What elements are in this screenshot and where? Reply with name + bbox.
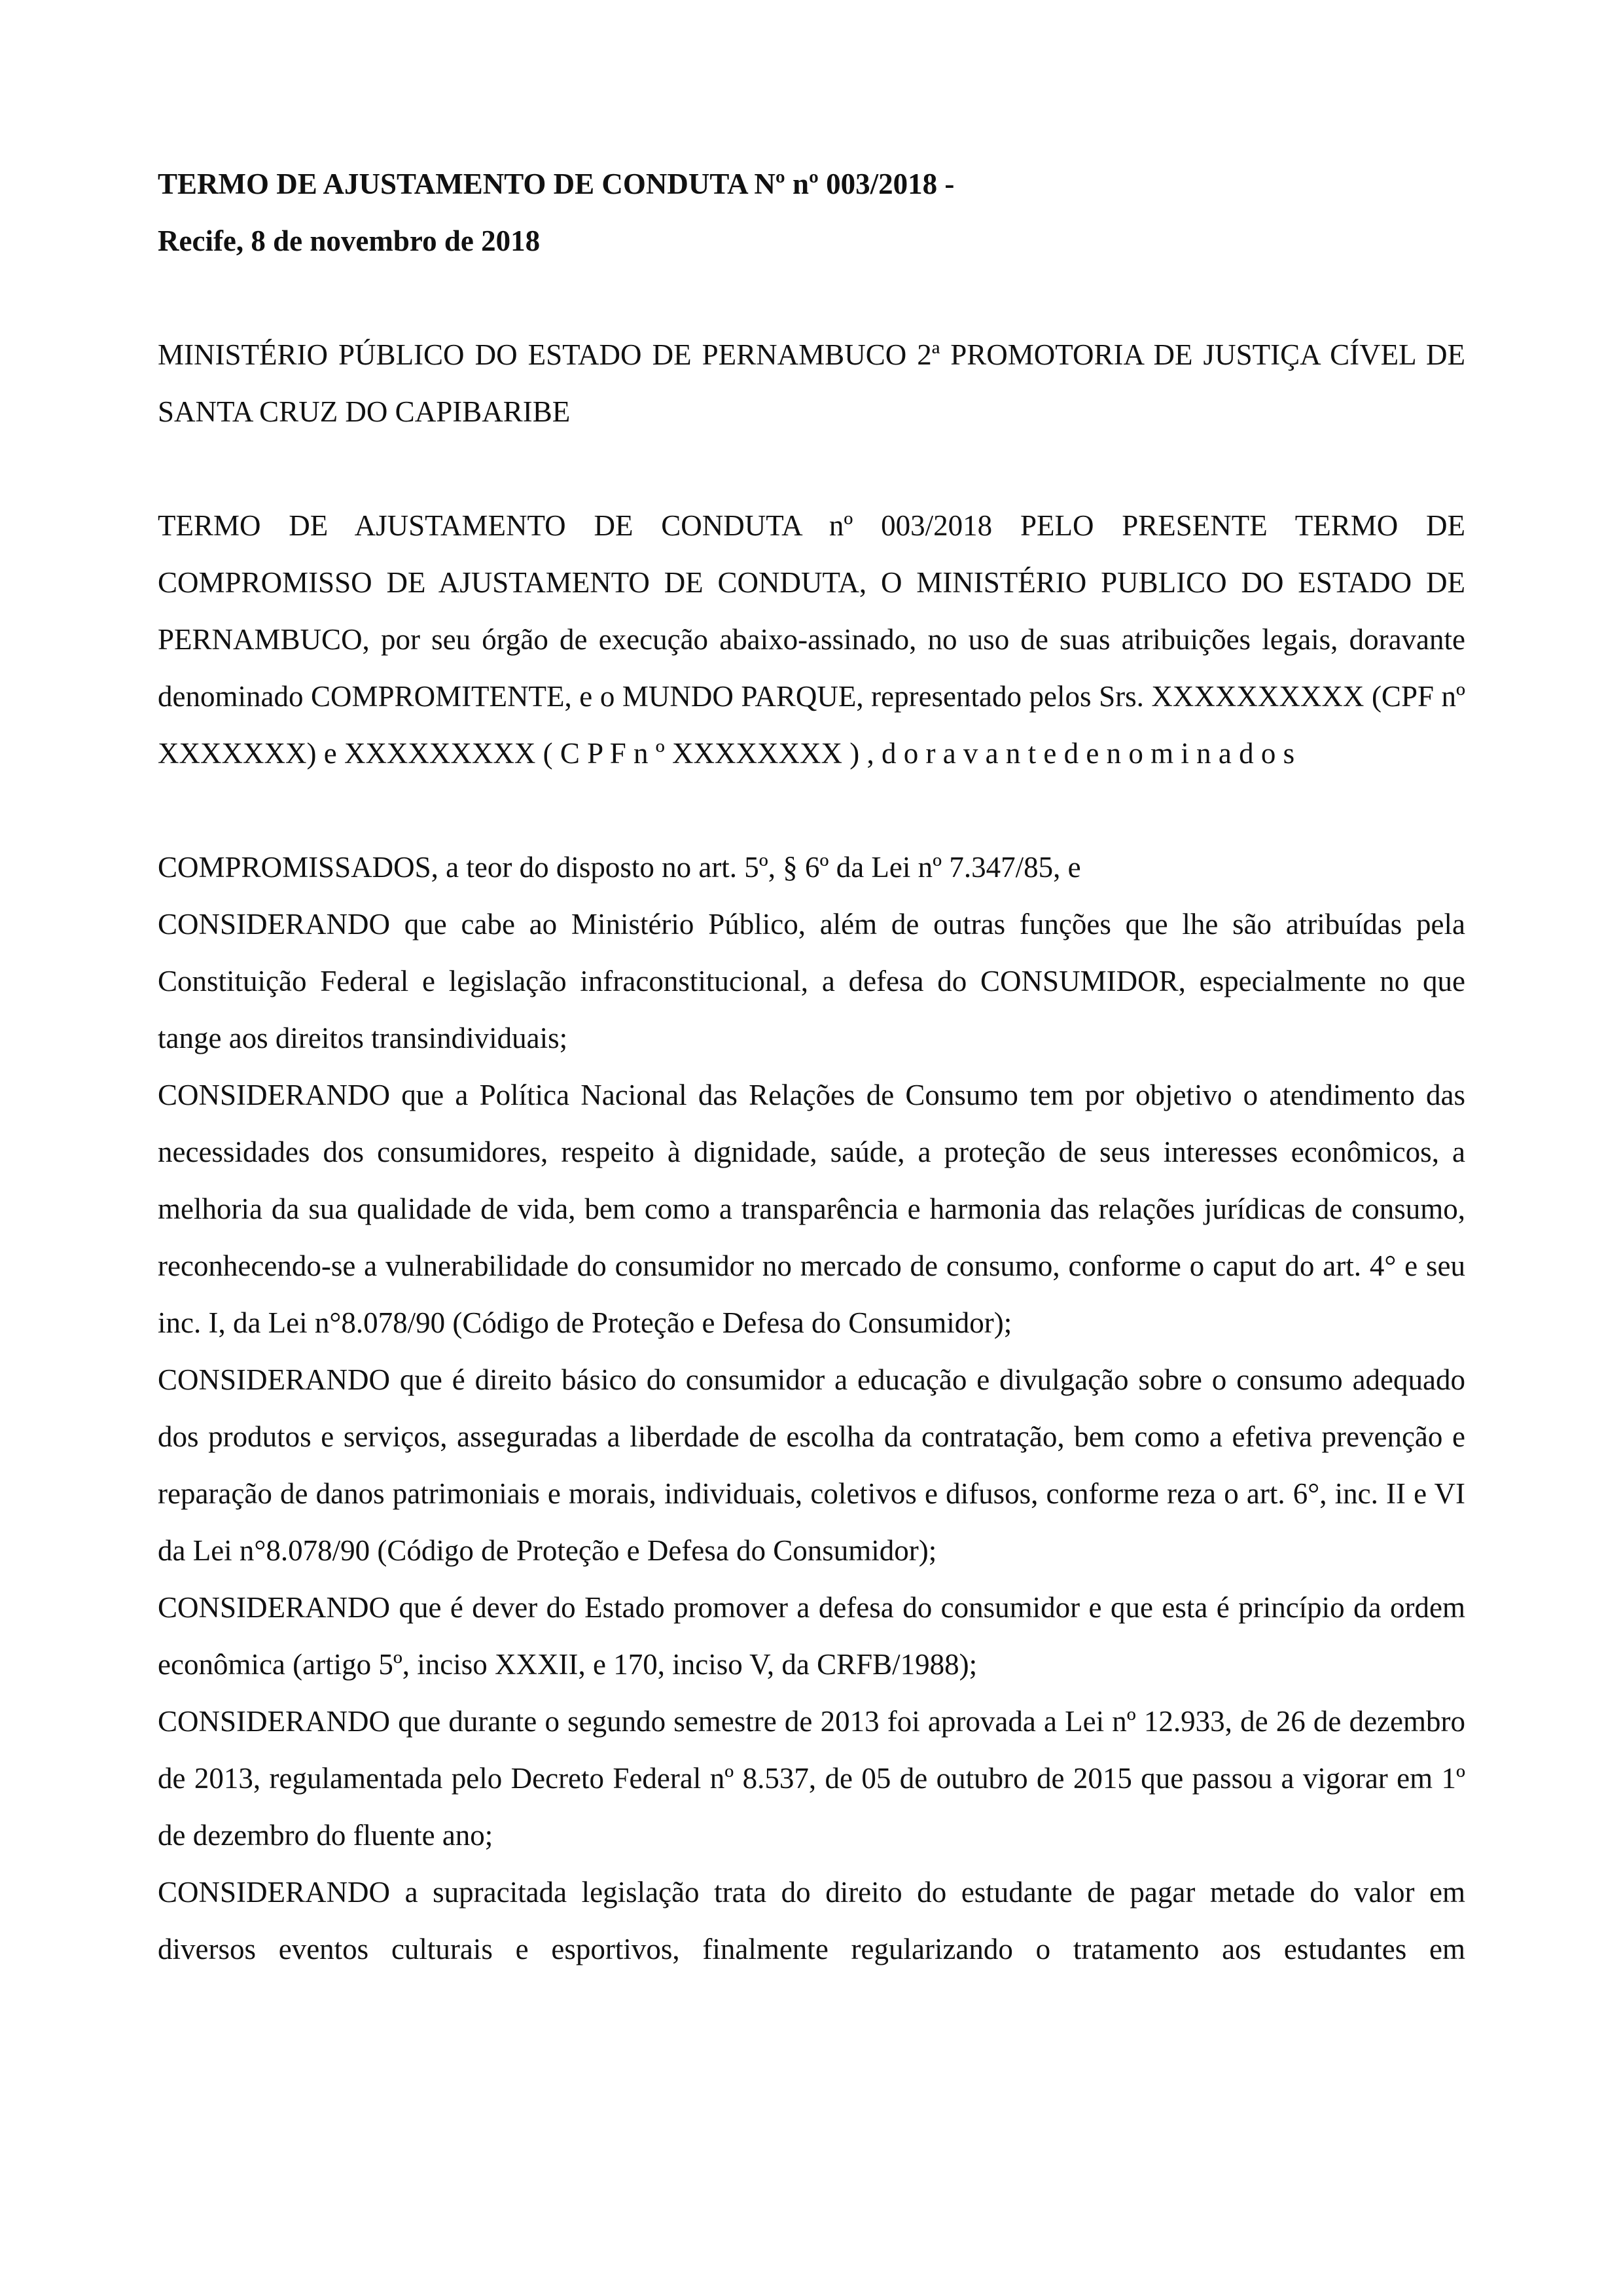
considerando-paragraph: CONSIDERANDO que a Política Nacional das Relações de Consumo tem por objetivo o atendimento das necessidades dos consumidores, respeito à dignidade, saúde, a proteção de seus interesses econômicos, a melhoria da sua qualidade de vida, bem como a transparência e harmonia das relações jurídicas de consumo, reconhecendo-se a vulnerabilidade do consumidor no mercado de consumo, conforme o caput do art. 4° e seu inc. I, da Lei n°8.078/90 (Código de Proteção e Defesa do Consumidor);	[158, 1079, 1465, 1339]
compromissados-line: COMPROMISSADOS, a teor do disposto no art. 5º, § 6º da Lei nº 7.347/85, e	[158, 851, 1081, 884]
document-body	[158, 156, 1465, 1978]
considerando-paragraph: CONSIDERANDO que cabe ao Ministério Público, além de outras funções que lhe são atribuídas pela Constituição Federal e legislação infraconstitucional, a defesa do CONSUMIDOR, especialmente no que tange aos direitos transindividuais;	[158, 908, 1465, 1054]
considerando-paragraph: CONSIDERANDO que é dever do Estado promover a defesa do consumidor e que esta é princípio da ordem econômica (artigo 5º, inciso XXXII, e 170, inciso V, da CRFB/1988);	[158, 1591, 1465, 1681]
considerando-paragraph: CONSIDERANDO que durante o segundo semestre de 2013 foi aprovada a Lei nº 12.933, de 26 de dezembro de 2013, regulamentada pelo Decreto Federal nº 8.537, de 05 de outubro de 2015 que passou a vigorar em 1º de dezembro do fluente ano;	[158, 1705, 1465, 1852]
intro-paragraph: TERMO DE AJUSTAMENTO DE CONDUTA nº 003/2018 PELO PRESENTE TERMO DE COMPROMISSO DE AJUSTAMENTO DE CONDUTA, O MINISTÉRIO PUBLICO DO ESTADO DE PERNAMBUCO, por seu órgão de execução abaixo-assinado, no uso de suas atribuições legais, doravante denominado COMPROMITENTE, e o MUNDO PARQUE, representado pelos Srs. XXXXXXXXXX (CPF nº XXXXXXX) e XXXXXXXXX ( C P F n º XXXXXXXX ) , d o r a v a n t e d e n o m i n a d o s	[158, 509, 1465, 770]
document-date: Recife, 8 de novembro de 2018	[158, 224, 541, 257]
considerando-paragraph: CONSIDERANDO que é direito básico do consumidor a educação e divulgação sobre o consumo adequado dos produtos e serviços, asseguradas a liberdade de escolha da contratação, bem como a efetiva prevenção e reparação de danos patrimoniais e morais, individuais, coletivos e difusos, conforme reza o art. 6°, inc. II e VI da Lei n°8.078/90 (Código de Proteção e Defesa do Consumidor);	[158, 1363, 1465, 1567]
institution-header: MINISTÉRIO PÚBLICO DO ESTADO DE PERNAMBUCO 2ª PROMOTORIA DE JUSTIÇA CÍVEL DE SANTA CRUZ DO CAPIBARIBE	[158, 338, 1465, 428]
document-title: TERMO DE AJUSTAMENTO DE CONDUTA Nº nº 003/2018 -	[158, 168, 955, 200]
considerando-paragraph: CONSIDERANDO a supracitada legislação trata do direito do estudante de pagar metade do valor em diversos eventos culturais e esportivos, finalmente regularizando o tratamento aos estudantes em	[158, 1876, 1465, 1965]
